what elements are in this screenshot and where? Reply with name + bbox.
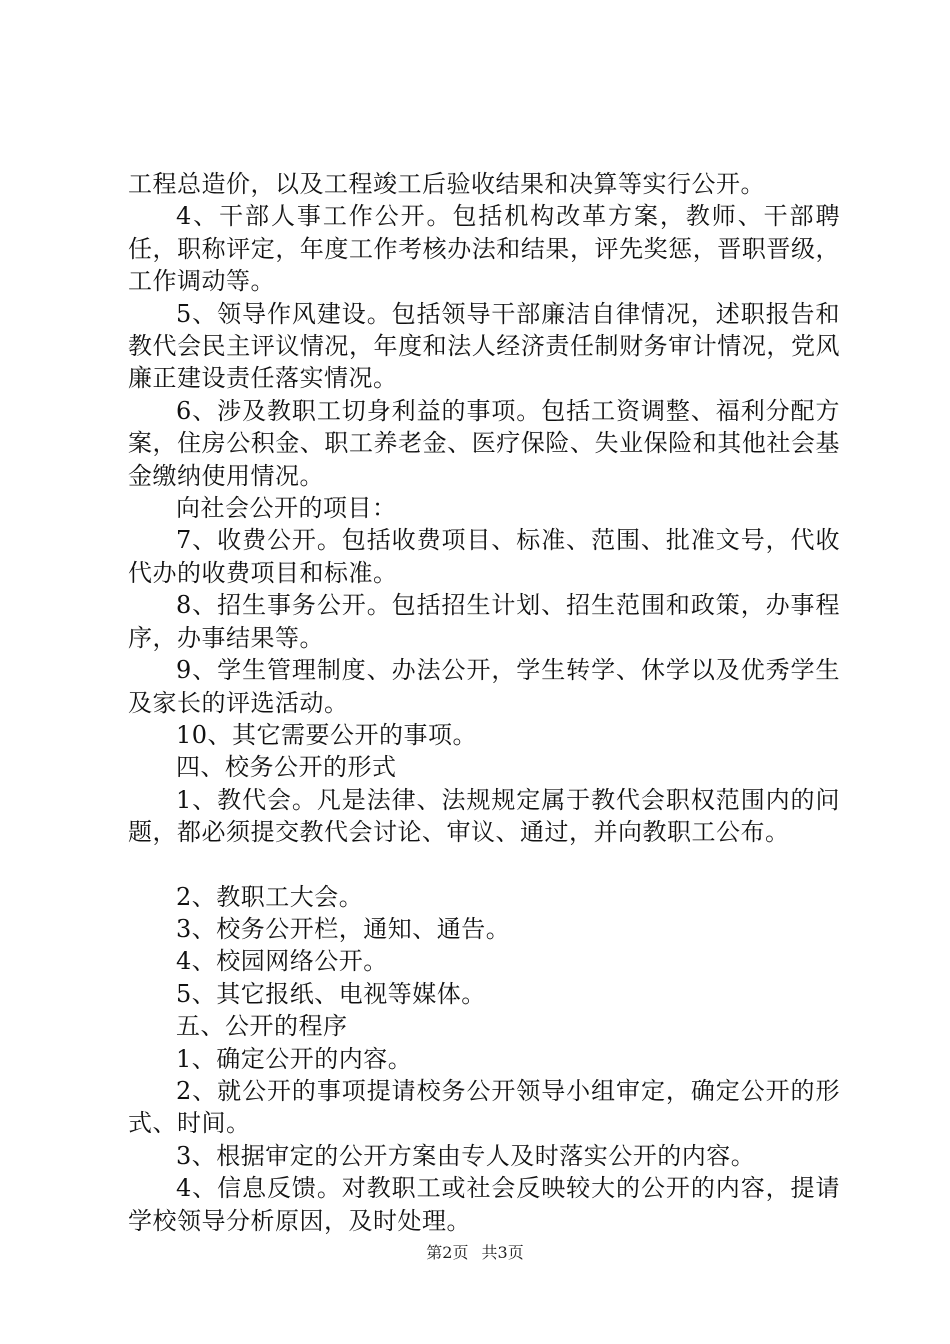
- section-heading-4: 四、校务公开的形式: [176, 753, 397, 782]
- paragraph-public-items-heading: 向社会公开的项目：: [176, 494, 397, 523]
- page-footer: [0, 1243, 950, 1263]
- paragraph-form-1: 1、教代会。凡是法律、法规规定属于教代会职权范围内的问题，都必须提交教代会讨论、审议、通过，并向教职工公布。: [128, 785, 840, 847]
- paragraph-item-10: 10、其它需要公开的事项。: [176, 720, 478, 749]
- paragraph-item-7: 7、收费公开。包括收费项目、标准、范围、批准文号，代收代办的收费项目和标准。: [128, 526, 840, 587]
- paragraph-item-4: 4、干部人事工作公开。包括机构改革方案，教师、干部聘任，职称评定，年度工作考核办法和结果，评先奖惩，晋职晋级，工作调动等。: [128, 202, 840, 296]
- paragraph-item-5: 5、领导作风建设。包括领导干部廉洁自律情况，述职报告和教代会民主评议情况，年度和法人经济责任制财务审计情况，党风廉正建设责任落实情况。: [128, 299, 840, 393]
- paragraph-procedure-1: 1、确定公开的内容。: [176, 1044, 413, 1073]
- paragraph-procedure-2: 2、就公开的事项提请校务公开领导小组审定，确定公开的形式、时间。: [128, 1076, 840, 1138]
- page-number: 第2页: [426, 1243, 469, 1262]
- paragraph-procedure-4: 4、信息反馈。对教职工或社会反映较大的公开的内容，提请学校领导分析原因，及时处理。: [128, 1174, 840, 1235]
- paragraph-continuation: 工程总造价，以及工程竣工后验收结果和决算等实行公开。: [128, 170, 765, 198]
- document-body: [128, 168, 840, 1237]
- paragraph-form-5: 5、其它报纸、电视等媒体。: [176, 979, 486, 1008]
- paragraph-form-4: 4、校园网络公开。: [176, 947, 388, 976]
- paragraph-item-8: 8、招生事务公开。包括招生计划、招生范围和政策，办事程序，办事结果等。: [128, 591, 840, 652]
- paragraph-item-6: 6、涉及教职工切身利益的事项。包括工资调整、福利分配方案，住房公积金、职工养老金、医疗保险、失业保险和其他社会基金缴纳使用情况。: [128, 396, 840, 490]
- paragraph-form-3: 3、校务公开栏，通知、通告。: [176, 914, 511, 943]
- section-heading-5: 五、公开的程序: [176, 1012, 348, 1041]
- paragraph-form-2: 2、教职工大会。: [176, 882, 364, 911]
- paragraph-item-9: 9、学生管理制度、办法公开，学生转学、休学以及优秀学生及家长的评选活动。: [128, 656, 840, 717]
- page-total: 共3页: [481, 1243, 524, 1262]
- paragraph-procedure-3: 3、根据审定的公开方案由专人及时落实公开的内容。: [176, 1141, 756, 1170]
